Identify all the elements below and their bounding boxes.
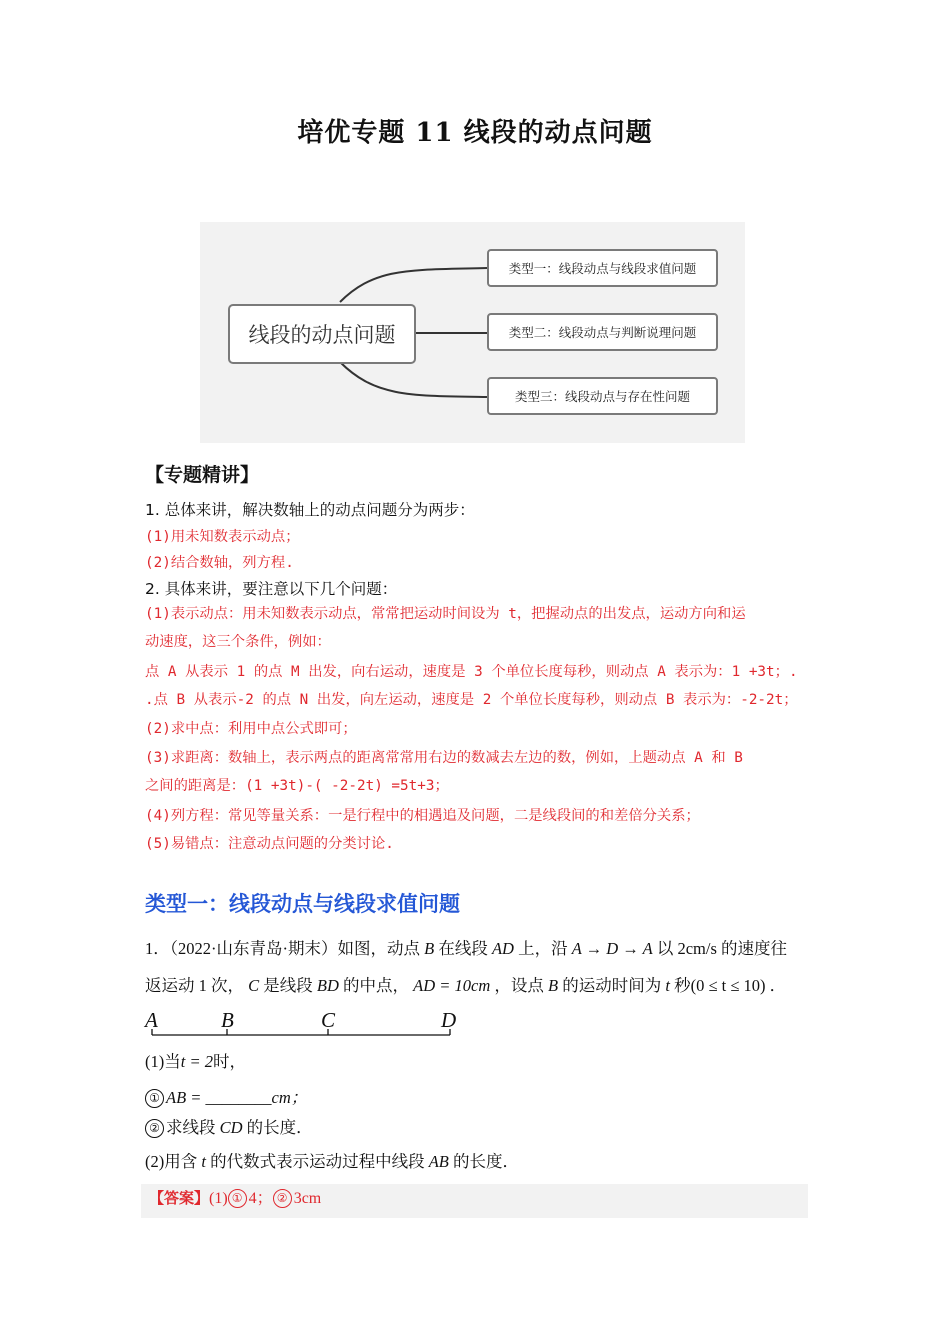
overview-step: (2)结合数轴，列方程. bbox=[145, 555, 294, 571]
question-1: (1)当t = 2时， bbox=[145, 1052, 246, 1071]
overview-line: (1)表示动点：用未知数表示动点，常常把运动时间设为 t，把握动点的出发点，运动方向和运 bbox=[145, 606, 746, 622]
mindmap-type-node: 类型一：线段动点与线段求值问题 bbox=[487, 249, 718, 287]
question-1-1: ① AB = ________cm； bbox=[145, 1084, 307, 1108]
point-label-c: C bbox=[321, 1008, 336, 1032]
page-title: 培优专题 11 线段的动点问题 bbox=[297, 118, 653, 148]
section-heading: 【专题精讲】 bbox=[145, 464, 260, 486]
overview-paragraph: 2. 具体来讲，要注意以下几个问题： bbox=[145, 580, 398, 598]
problem-line-2: 返运动 1 次， C 是线段 BD 的中点， AD = 10cm ，设点 B 的运动时间为 t 秒(0 ≤ t ≤ 10) ． bbox=[145, 976, 787, 995]
problem-line-1: 1．（2022·山东青岛·期末）如图，动点 B 在线段 AD 上，沿 A → D → A 以 2cm/s 的速度往 bbox=[145, 939, 787, 958]
overview-paragraph: 1. 总体来讲，解决数轴上的动点问题分为两步： bbox=[145, 501, 475, 519]
segment-figure bbox=[140, 1005, 470, 1045]
point-label-d: D bbox=[441, 1008, 457, 1032]
overview-line: (5)易错点：注意动点问题的分类讨论. bbox=[145, 836, 394, 852]
overview-line: 点 A 从表示 1 的点 M 出发，向右运动，速度是 3 个单位长度每秒，则动点 A 表示为：1 +3t；. bbox=[145, 664, 798, 680]
overview-line: .点 B 从表示-2 的点 N 出发，向左运动，速度是 2 个单位长度每秒，则动点 B 表示为：-2-2t； bbox=[145, 692, 798, 708]
overview-line: (4)列方程：常见等量关系：一是行程中的相遇追及问题，二是线段间的和差倍分关系； bbox=[145, 808, 700, 824]
question-2: (2)用含 t 的代数式表示运动过程中线段 AB 的长度． bbox=[145, 1152, 520, 1171]
point-label-a: A bbox=[145, 1008, 158, 1032]
point-label-b: B bbox=[221, 1008, 234, 1032]
overview-line: (2)求中点：利用中点公式即可； bbox=[145, 721, 357, 737]
answer-line: 【答案】(1) ① 4； ② 3cm bbox=[149, 1189, 322, 1207]
mindmap-center-node: 线段的动点问题 bbox=[228, 304, 416, 364]
overview-step: (1)用未知数表示动点； bbox=[145, 529, 300, 545]
mindmap-type-node: 类型二：线段动点与判断说理问题 bbox=[487, 313, 718, 351]
question-1-2: ② 求线段 CD 的长度． bbox=[145, 1114, 313, 1138]
overview-line: 动速度，这三个条件，例如： bbox=[145, 634, 331, 650]
mindmap-type-node: 类型三：线段动点与存在性问题 bbox=[487, 377, 718, 415]
type-one-heading: 类型一：线段动点与线段求值问题 bbox=[145, 892, 460, 916]
overview-line: (3)求距离：数轴上，表示两点的距离常常用右边的数减去左边的数，例如，上题动点 A 和 B bbox=[145, 750, 743, 766]
overview-line: 之间的距离是：(1 +3t)-( -2-2t) =5t+3； bbox=[145, 778, 449, 794]
